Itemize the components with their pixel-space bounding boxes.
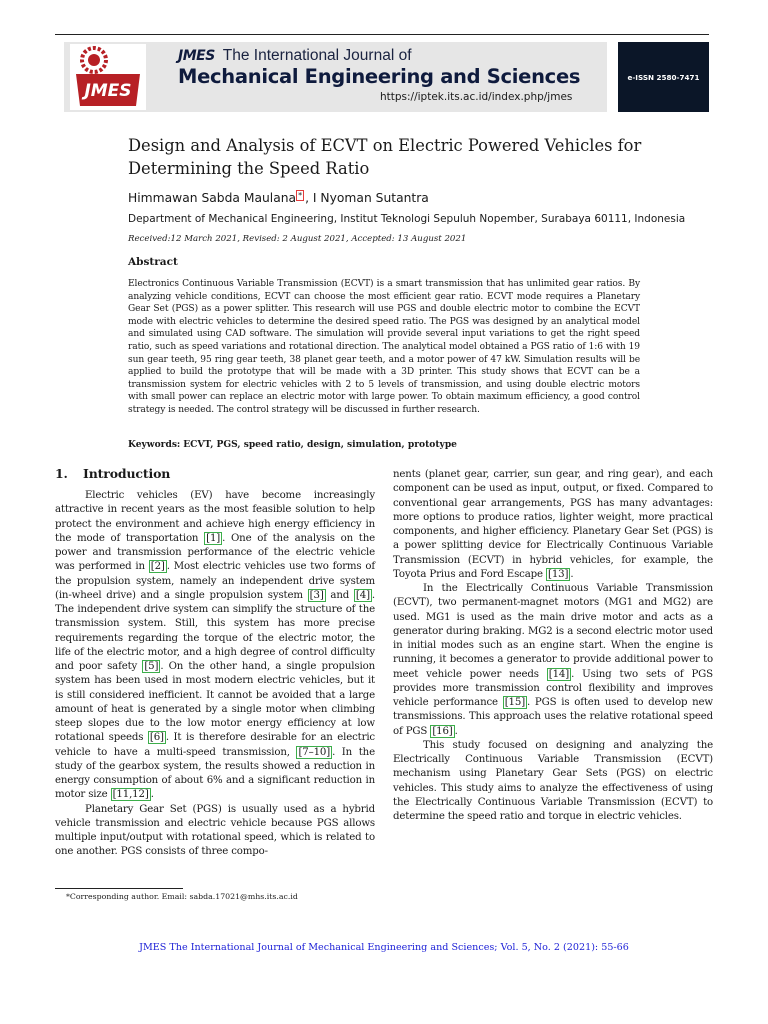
issn-box (618, 42, 709, 112)
citation[interactable]: [11,12] (112, 789, 149, 801)
intro-paragraph-4: This study focused on designing and analyzing the Electrically Continuous Variable Transmission (ECVT) mechanism using Planetary Gear Sets (PGS) on electric vehicles. This study aims to analyze the effectiveness of using the Electrically Continuous Variable Transmission (ECVT) to determine the speed ratio and torque in electric vehicles. (393, 739, 713, 822)
corresponding-mark[interactable]: * (298, 191, 303, 200)
author-1: Himmawan Sabda Maulana (128, 191, 297, 205)
journal-name: Mechanical Engineering and Sciences (178, 65, 581, 88)
section-number: 1. (55, 466, 68, 481)
intro-paragraph-2-cont: nents (planet gear, carrier, sun gear, and ring gear), and each component can be used as input, output, or fixed. Compared to conventional gear arrangements, PGS has many advantages: more options to produce ratios, lighter weight, more practical components, and higher efficiency. Planetary Gear Set (PGS) is a power splitting device for Electrically Continuous Variable Transmission (ECVT) in hybrid vehicles, for example, the Toyota Prius and Ford Escape [13] . (393, 469, 713, 580)
citation[interactable]: [7–10] (298, 746, 331, 758)
right-column (393, 468, 713, 824)
citation[interactable]: [14] (548, 668, 570, 680)
brand-line (178, 46, 412, 66)
top-rule (55, 34, 709, 35)
page-footer: JMES The International Journal of Mechanical Engineering and Sciences; Vol. 5, No. 2 (2021): 55-66 (139, 942, 629, 953)
intro-paragraph-3: In the Electrically Continuous Variable Transmission (ECVT), two permanent-magnet motors (MG1 and MG2) are used. MG1 is used as the main drive motor and acts as a generator during braking. MG2 is a second electric motor used in initial modes such as an engine start. When the engine is running, it becomes a generator to provide additional power to meet vehicle power needs [14] . Using two sets of PGS provides more transmission control flexibility and improves vehicle performance [15] . PGS is often used to develop new transmissions. This approach uses the relative rotational speed of PGS [16] . (393, 583, 714, 737)
journal-url[interactable]: https://iptek.its.ac.id/index.php/jmes (380, 91, 573, 103)
citation[interactable]: [2] (150, 561, 165, 573)
footnote: *Corresponding author. Email: sabda.17021@mhs.its.ac.id (66, 892, 298, 901)
intro-paragraph-2: Planetary Gear Set (PGS) is usually used as a hybrid vehicle transmission and electric vehicle because PGS allows multiple input/output with rotational speed, which is related to one another. PGS consists of three compo- (55, 803, 375, 858)
logo-text: JMES (84, 81, 132, 101)
citation[interactable]: [5] (144, 661, 159, 672)
abstract-heading: Abstract (128, 256, 178, 268)
citation[interactable]: [6] (149, 732, 164, 744)
left-column (55, 466, 375, 860)
citation[interactable]: [15] (504, 697, 526, 708)
issn-text: e-ISSN 2580-7471 (627, 72, 700, 82)
intro-paragraph-1: Electric vehicles (EV) have become increasingly attractive in recent years as the most feasible solution to help protect the environment and achieve high energy efficiency in the mode of transportation [1] . One of the analysis on the power and transmission performance of the electric vehicle was performed in [2] . Most electric vehicles use two forms of the propulsion system, namely an independent drive system (in-wheel drive) and a single propulsion system [3] and [4] . The independent drive system can simplify the structure of the transmission system. Still, this system has more precise requirements regarding the torque of the electric motor, the life of the electric motor, and a high degree of control difficulty and poor safety [5] . On the other hand, a single propulsion system has been used in most modern electric vehicles, but it is still considered inefficient. It cannot be avoided that a large amount of heat is generated by a single motor when climbing steep slopes due to the low motor energy efficiency at low rotational speeds [6] . It is therefore desirable for an electric vehicle to have a multi-speed transmission, [7–10] . In the study of the gearbox system, the results showed a reduction in energy consumption of about 6% and a significant reduction in motor size [11,12] . (55, 490, 375, 801)
authors (128, 191, 429, 205)
keywords-list: ECVT, PGS, speed ratio, design, simulation, prototype (183, 439, 457, 450)
abstract: Electronics Continuous Variable Transmission (ECVT) is a smart transmission that has unlimited gear ratios. By analyzing vehicle conditions, ECVT can choose the most efficient gear ratio. ECVT mode requires a Planetary Gear Set (PGS) as a power splitter. This research will use PGS and double electric motor to combine the ECVT mode with electric vehicles to determine the desired speed ratio. The PGS was designed by an analytical model and simulated using CAD software. The simulation will provide several input variations to get the right speed ratio, such as speed variations and rotational direction. The analytical model obtained a PGS ratio of 1:6 with 19 sun gear teeth, 95 ring gear teeth, 38 planet gear teeth, and a motor power of 47 kW. Simulation results will be applied to build the prototype that will be made with a 3D printer. This study shows that ECVT can be a transmission system for electric vehicles with 2 to 5 levels of transmission, and using double electric motors with small power can replace an electric motor with large power. To obtain maximum efficiency, a good control strategy is needed. The control strategy will be discussed in further research. (128, 279, 640, 415)
section-title: Introduction (83, 466, 171, 481)
affiliation: Department of Mechanical Engineering, Institut Teknologi Sepuluh Nopember, Surabaya 60111, Indonesia (128, 213, 686, 225)
citation[interactable]: [13] (548, 568, 569, 580)
section-heading (55, 466, 375, 482)
citation[interactable]: [4] (355, 589, 370, 601)
brand-subtitle: The International Journal of (222, 47, 412, 64)
journal-logo (70, 44, 146, 110)
keywords-label: Keywords: (128, 439, 181, 450)
citation[interactable]: [16] (432, 725, 453, 737)
keywords (128, 439, 457, 450)
citation[interactable]: [3] (309, 589, 324, 601)
author-2: , I Nyoman Sutantra (305, 191, 429, 205)
footnote-rule (55, 888, 183, 889)
paper-title: Design and Analysis of ECVT on Electric Powered Vehicles for Determining the Speed Ratio (128, 136, 642, 178)
citation[interactable]: [1] (206, 532, 221, 544)
brand-mark: JMES (178, 48, 215, 64)
dates: Received:12 March 2021, Revised: 2 August 2021, Accepted: 13 August 2021 (128, 234, 467, 244)
